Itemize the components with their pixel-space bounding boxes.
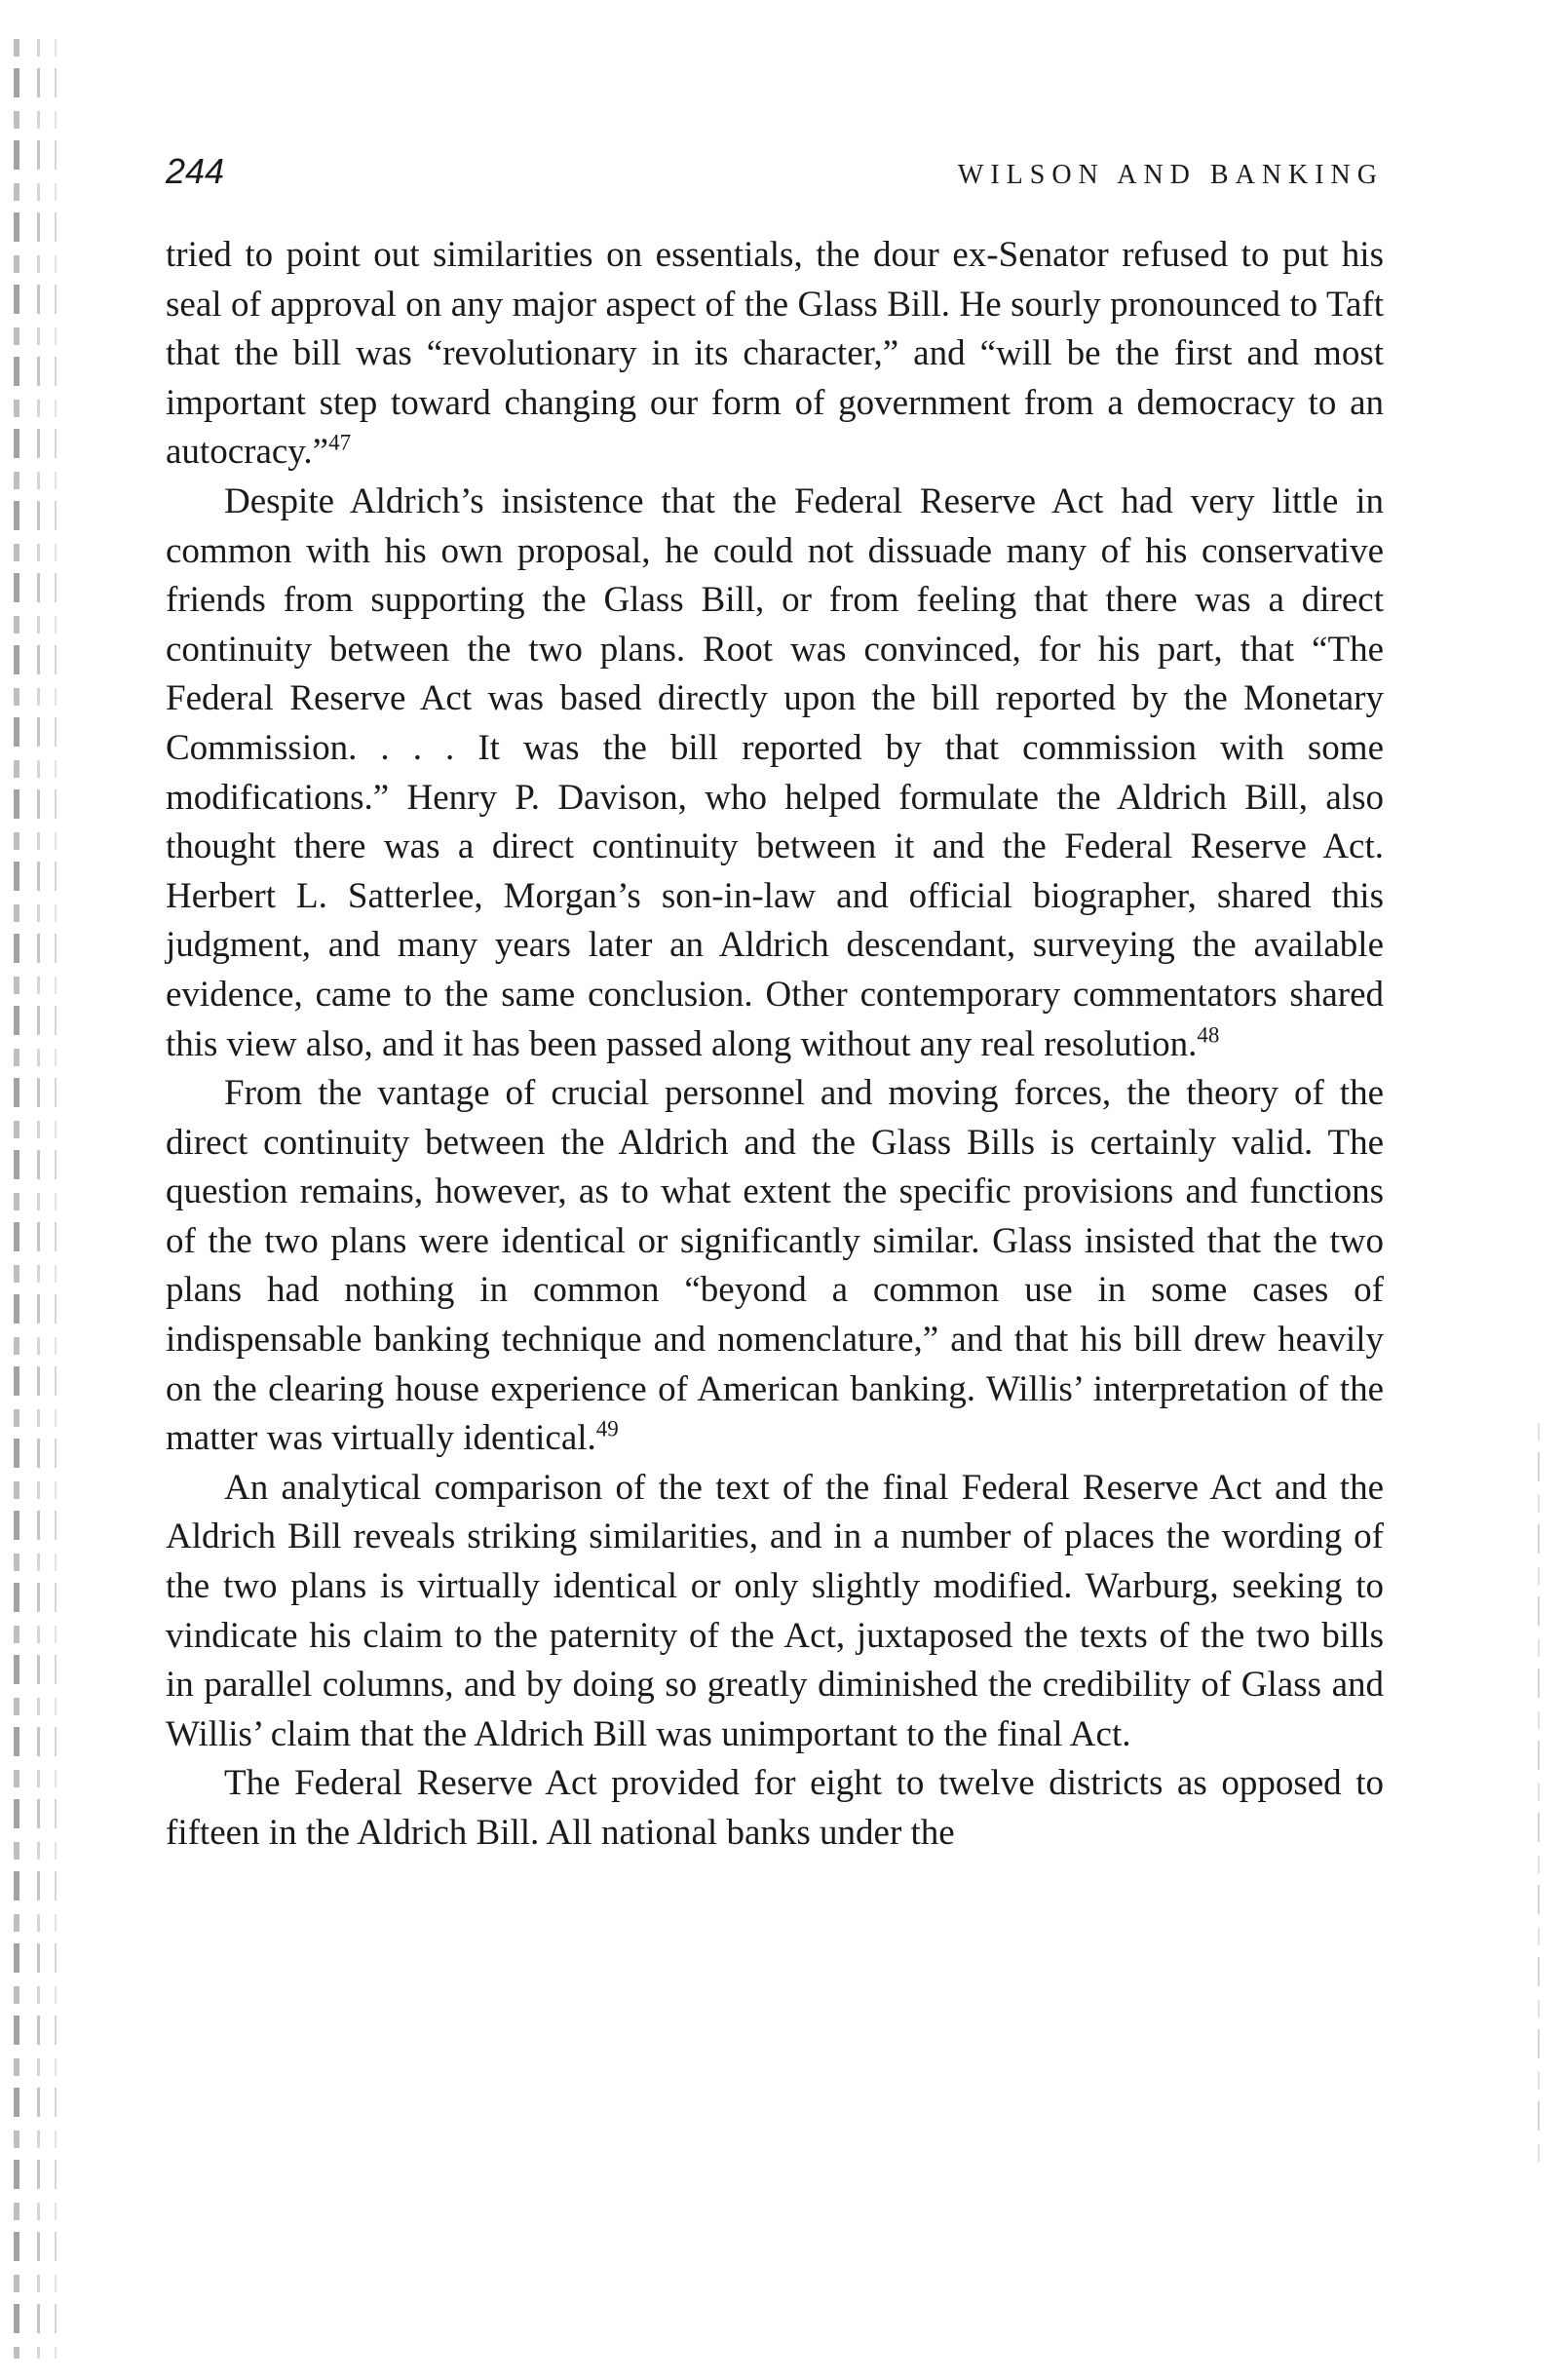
paragraph-5 — [166, 1759, 1384, 1858]
scan-edge-left — [14, 39, 19, 2359]
scan-edge-right — [1538, 1423, 1540, 2164]
paragraph-text: Despite Aldrich’s insistence that the Federal Reserve Act had very little in common with his own proposal, he could not dissuade many of his conservative friends from supporting the Glass Bill, or from feeling that there was a direct continuity between the two plans. Root was convinced, for his part, that “The Federal Reserve Act was based directly upon the bill reported by the Monetary Commission. . . . It was the bill reported by that commission with some modifications.” Henry P. Davison, who helped formulate the Aldrich Bill, also thought there was a direct continuity between it and the Federal Reserve Act. Herbert L. Satterlee, Morgan’s son-in-law and official biographer, shared this judgment, and many years later an Aldrich descendant, surveying the available evidence, came to the same conclusion. Other contemporary commentators shared this view also, and it has been passed along without any real resolution. — [166, 480, 1384, 1064]
paragraph-text: From the vantage of crucial personnel and moving forces, the theory of the direct continuity between the Aldrich and the Glass Bills is certainly valid. The question remains, however, as to what extent the specific provisions and functions of the two plans were identical or significantly similar. Glass insisted that the two plans had nothing in common “beyond a common use in some cases of indispensable banking technique and nomenclature,” and that his bill drew heavily on the clearing house experience of American banking. Willis’ interpretation of the matter was virtually identical. — [166, 1073, 1384, 1459]
paragraph-text: An analytical comparison of the text of the final Federal Reserve Act and the Aldrich Bill reveals striking similarities, and in a number of places the wording of the two plans is virtually identical or only slightly modified. Warburg, seeking to vindicate his claim to the paternity of the Act, juxtaposed the texts of the two bills in parallel columns, and by doing so greatly diminished the credibility of Glass and Willis’ claim that the Aldrich Bill was unimportant to the final Act. — [166, 1467, 1384, 1754]
footnote-mark: 48 — [1197, 1022, 1220, 1048]
footnote-mark: 47 — [328, 431, 352, 456]
paragraph-text: The Federal Reserve Act provided for eight to twelve districts as opposed to fifteen in the Aldrich Bill. All national banks under the — [166, 1763, 1384, 1853]
running-head: WILSON AND BANKING — [957, 160, 1384, 190]
paragraph-4 — [166, 1464, 1384, 1760]
paragraph-3 — [166, 1069, 1384, 1464]
body-text — [166, 231, 1384, 1859]
page-number: 244 — [166, 151, 225, 191]
paragraph-2 — [166, 478, 1384, 1069]
page-header — [166, 151, 1384, 210]
paragraph-text: tried to point out similarities on essentials, the dour ex-Senator refused to put his seal of approval on any major aspect of the Glass Bill. He sourly pronounced to Taft that the bill was “revolutionary in its character,” and “will be the first and most important step toward changing our form of government from a democracy to an autocracy.” — [166, 235, 1384, 473]
book-page — [166, 151, 1384, 1859]
footnote-mark: 49 — [595, 1416, 619, 1441]
scan-edge-left-inner — [37, 39, 40, 2359]
paragraph-1 — [166, 231, 1384, 478]
scan-edge-left-faint — [55, 39, 57, 2359]
